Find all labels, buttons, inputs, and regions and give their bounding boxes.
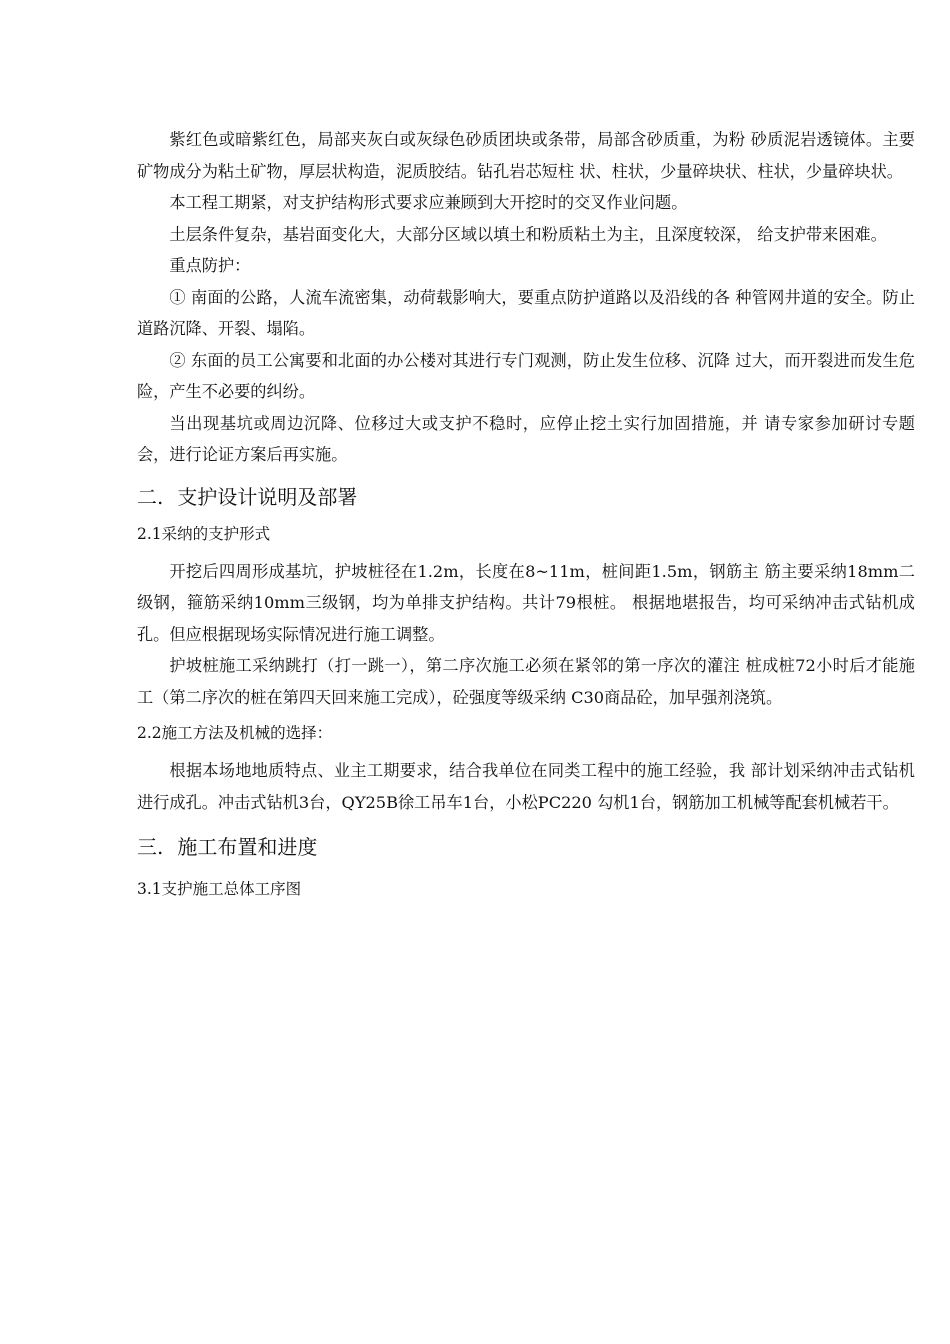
paragraph-emergency-measures: 当出现基坑或周边沉降、位移过大或支护不稳时，应停止挖土实行加固措施，并 请专家参加研讨专题会，进行论证方案后再实施。 (137, 413, 915, 464)
paragraph-machinery: 根据本场地地质特点、业主工期要求，结合我单位在同类工程中的施工经验，我 部计划采纳冲击式钻机进行成孔。冲击式钻机3台，QY25B徐工吊车1台，小松PC220 勾机1台，钢筋加工机械等配套机械若干。 (137, 761, 915, 812)
section-title: 施工布置和进度 (177, 835, 318, 859)
section-heading-2 (137, 482, 915, 512)
subsection-heading-2-1: 2.1采纳的支护形式 (137, 524, 271, 543)
section-number: 三. (137, 835, 164, 859)
page-content (137, 124, 915, 904)
paragraph-key-protection: 重点防护： (169, 256, 251, 275)
paragraph-protection-item-2: ② 东面的员工公寓要和北面的办公楼对其进行专门观测，防止发生位移、沉降 过大，而开裂进而发生危险，产生不必要的纠纷。 (137, 350, 915, 401)
paragraph-pile-construction: 护坡桩施工采纳跳打（打一跳一），第二序次施工必须在紧邻的第一序次的灌注 桩成桩72小时后才能施工（第二序次的桩在第四天回来施工完成），砼强度等级采纳 C30商品砼，加早强剂浇筑。 (137, 656, 915, 707)
paragraph-schedule: 本工程工期紧，对支护结构形式要求应兼顾到大开挖时的交叉作业问题。 (169, 193, 688, 212)
paragraph-rock-description: 紫红色或暗紫红色，局部夹灰白或灰绿色砂质团块或条带，局部含砂质重，为粉 砂质泥岩透镜体。主要矿物成分为粘土矿物，厚层状构造，泥质胶结。钻孔岩芯短柱 状、柱状，少量碎块状、柱状，少量碎块状。 (137, 130, 915, 181)
subsection-heading-2-2: 2.2施工方法及机械的选择： (137, 724, 333, 742)
section-heading-3 (137, 832, 915, 862)
subsection-heading-3-1: 3.1支护施工总体工序图 (137, 880, 302, 898)
paragraph-soil-conditions: 土层条件复杂，基岩面变化大，大部分区域以填土和粉质粘土为主，且深度较深， 给支护带来困难。 (169, 224, 887, 244)
section-title: 支护设计说明及部署 (177, 484, 358, 509)
paragraph-protection-item-1: ① 南面的公路，人流车流密集，动荷载影响大，要重点防护道路以及沿线的各 种管网井道的安全。防止道路沉降、开裂、塌陷。 (137, 287, 915, 338)
section-number: 二. (137, 484, 164, 509)
paragraph-pile-design: 开挖后四周形成基坑，护坡桩径在1.2m，长度在8~11m，桩间距1.5m，钢筋主 筋主要采纳18mm二级钢，箍筋采纳10mm三级钢，均为单排支护结构。共计79根桩。 根据地堪报告，均可采纳冲击式钻机成孔。但应根据现场实际情况进行施工调整。 (137, 561, 915, 644)
